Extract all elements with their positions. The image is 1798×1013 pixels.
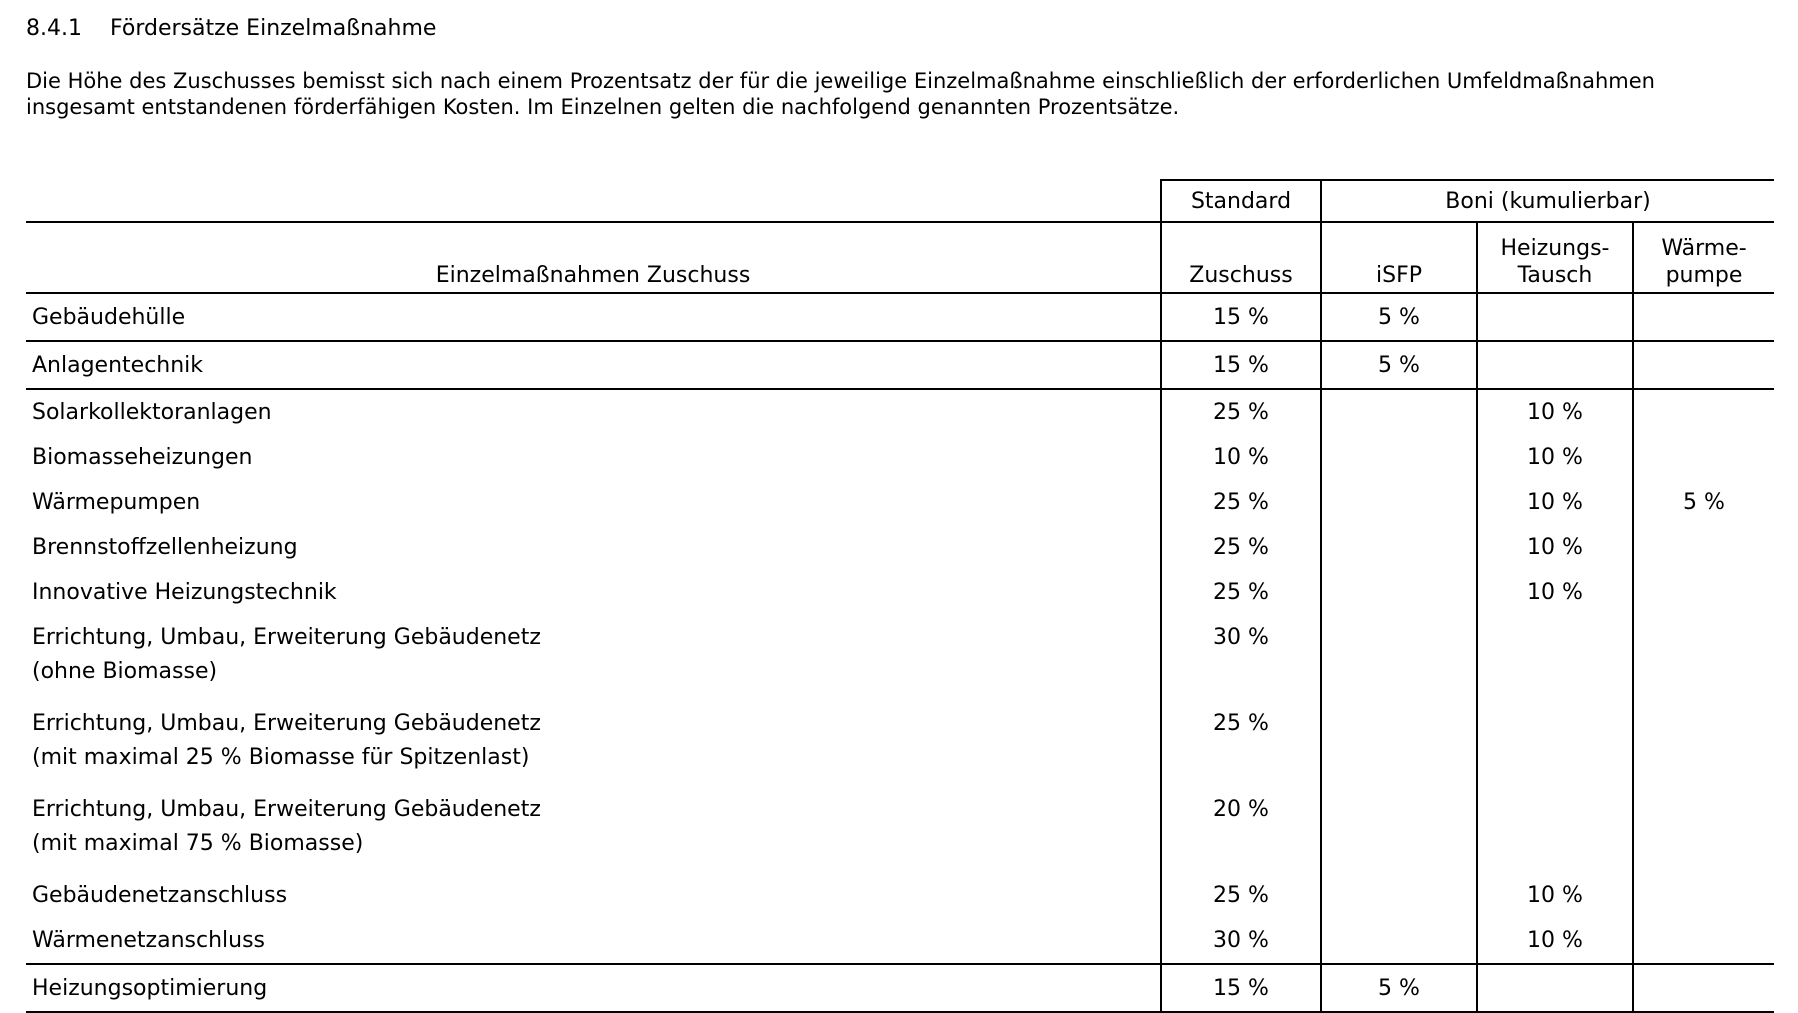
table-row [26, 570, 1774, 615]
cell-zuschuss: 15 % [1161, 964, 1321, 1012]
cell-waermepumpe [1633, 615, 1774, 701]
cell-heizungstausch [1477, 964, 1633, 1012]
cell-waermepumpe [1633, 293, 1774, 341]
cell-isfp [1321, 435, 1477, 480]
cell-isfp [1321, 873, 1477, 918]
table-row [26, 615, 1774, 701]
row-label-line1: Errichtung, Umbau, Erweiterung Gebäudenetz [32, 797, 541, 822]
cell-heizungstausch: 10 % [1477, 918, 1633, 964]
column-header-heizungstausch-line2: Tausch [1517, 263, 1593, 288]
cell-heizungstausch: 10 % [1477, 480, 1633, 525]
cell-waermepumpe [1633, 389, 1774, 435]
cell-waermepumpe [1633, 435, 1774, 480]
row-label [26, 701, 1161, 787]
row-label: Brennstoffzellenheizung [32, 535, 298, 560]
table-row [26, 787, 1774, 873]
row-label: Solarkollektoranlagen [26, 389, 1161, 435]
cell-zuschuss: 10 % [1161, 435, 1321, 480]
cell-isfp: 5 % [1321, 341, 1477, 389]
cell-zuschuss-value: 20 % [1213, 797, 1269, 822]
row-label [26, 787, 1161, 873]
column-header-row [26, 222, 1774, 293]
section-heading [26, 16, 436, 42]
cell-heizungstausch: 10 % [1477, 389, 1633, 435]
cell-waermepumpe [1633, 873, 1774, 918]
cell-heizungstausch: 10 % [1477, 873, 1633, 918]
section-number: 8.4.1 [26, 16, 82, 41]
cell-zuschuss [1161, 615, 1321, 701]
funding-rates-table [26, 179, 1774, 1013]
cell-isfp [1321, 525, 1477, 570]
column-header-waermepumpe [1633, 222, 1774, 293]
cell-zuschuss: 15 % [1161, 341, 1321, 389]
row-label-line2: (mit maximal 75 % Biomasse) [32, 831, 364, 856]
cell-isfp [1321, 480, 1477, 525]
table-row [26, 480, 1774, 525]
cell-waermepumpe: 5 % [1633, 480, 1774, 525]
row-label-line2: (mit maximal 25 % Biomasse für Spitzenlast) [32, 745, 530, 770]
cell-zuschuss: 25 % [1161, 873, 1321, 918]
cell-zuschuss [1161, 787, 1321, 873]
cell-zuschuss: 25 % [1161, 570, 1321, 615]
table-row [26, 964, 1774, 1012]
table-row [26, 341, 1774, 389]
cell-zuschuss: 15 % [1161, 293, 1321, 341]
cell-waermepumpe [1633, 701, 1774, 787]
cell-heizungstausch: 10 % [1477, 570, 1633, 615]
column-header-waermepumpe-line2: pumpe [1665, 263, 1743, 288]
column-header-waermepumpe-line1: Wärme- [1661, 236, 1747, 261]
cell-heizungstausch [1477, 615, 1633, 701]
intro-paragraph: Die Höhe des Zuschusses bemisst sich nach einem Prozentsatz der für die jeweilige Einzelmaßnahme einschließlich der erforderlichen Umfeldmaßnahmen insgesamt entstandenen förderfähigen Kosten. Im Einzelnen gelten die nachfolgend genannten Prozentsätze. [26, 69, 1655, 119]
cell-isfp: 5 % [1321, 293, 1477, 341]
cell-isfp [1321, 918, 1477, 964]
table-row [26, 389, 1774, 435]
cell-isfp [1321, 701, 1477, 787]
row-label: Heizungsoptimierung [26, 964, 1161, 1012]
cell-isfp [1321, 615, 1477, 701]
cell-zuschuss [1161, 701, 1321, 787]
row-label: Innovative Heizungstechnik [32, 580, 337, 605]
column-header-zuschuss: Zuschuss [1161, 222, 1321, 293]
table-row [26, 293, 1774, 341]
cell-waermepumpe [1633, 964, 1774, 1012]
cell-heizungstausch [1477, 293, 1633, 341]
cell-zuschuss: 30 % [1161, 918, 1321, 964]
row-label-line1: Errichtung, Umbau, Erweiterung Gebäudenetz [32, 625, 541, 650]
row-label: Anlagentechnik [26, 341, 1161, 389]
cell-zuschuss: 25 % [1161, 389, 1321, 435]
cell-zuschuss-value: 30 % [1213, 625, 1269, 650]
cell-isfp [1321, 389, 1477, 435]
cell-heizungstausch [1477, 341, 1633, 389]
table-row [26, 701, 1774, 787]
row-label: Wärmenetzanschluss [32, 928, 266, 953]
row-label: Wärmepumpen [32, 490, 201, 515]
cell-waermepumpe [1633, 525, 1774, 570]
cell-waermepumpe [1633, 918, 1774, 964]
table-row [26, 525, 1774, 570]
cell-zuschuss: 25 % [1161, 525, 1321, 570]
column-header-measure: Einzelmaßnahmen Zuschuss [26, 222, 1161, 293]
column-header-heizungstausch [1477, 222, 1633, 293]
group-header-row [26, 180, 1774, 222]
cell-waermepumpe [1633, 787, 1774, 873]
table-row [26, 435, 1774, 480]
cell-isfp [1321, 787, 1477, 873]
row-label-line2: (ohne Biomasse) [32, 659, 218, 684]
cell-heizungstausch [1477, 787, 1633, 873]
cell-waermepumpe [1633, 570, 1774, 615]
group-header-boni: Boni (kumulierbar) [1321, 180, 1774, 222]
cell-heizungstausch [1477, 701, 1633, 787]
row-label-line1: Errichtung, Umbau, Erweiterung Gebäudenetz [32, 711, 541, 736]
cell-heizungstausch: 10 % [1477, 525, 1633, 570]
cell-heizungstausch: 10 % [1477, 435, 1633, 480]
column-header-isfp: iSFP [1321, 222, 1477, 293]
group-header-standard: Standard [1161, 180, 1321, 222]
column-header-heizungstausch-line1: Heizungs- [1500, 236, 1610, 261]
cell-isfp: 5 % [1321, 964, 1477, 1012]
section-title: Fördersätze Einzelmaßnahme [110, 16, 437, 41]
cell-isfp [1321, 570, 1477, 615]
cell-zuschuss-value: 25 % [1213, 711, 1269, 736]
table-row [26, 918, 1774, 964]
cell-waermepumpe [1633, 341, 1774, 389]
row-label: Gebäudenetzanschluss [32, 883, 288, 908]
row-label [26, 615, 1161, 701]
row-label: Biomasseheizungen [32, 445, 253, 470]
table-row [26, 873, 1774, 918]
cell-zuschuss: 25 % [1161, 480, 1321, 525]
empty-header-cell [26, 180, 1161, 222]
row-label: Gebäudehülle [26, 293, 1161, 341]
